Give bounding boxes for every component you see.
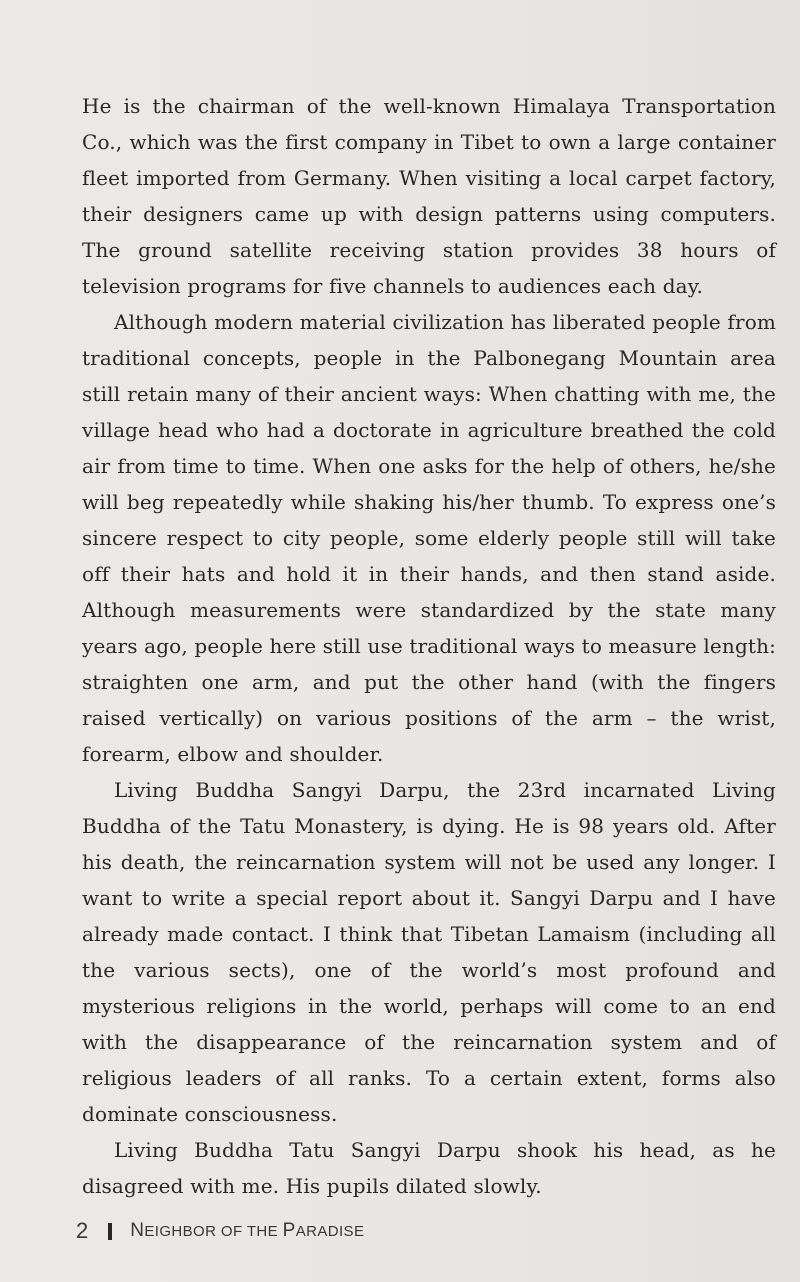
running-title: [130, 1220, 364, 1242]
running-title-rest-1: EIGHBOR: [144, 1223, 221, 1240]
running-title-rest-3: ARADISE: [295, 1223, 365, 1240]
paragraph-2: Although modern material civilization has liberated people from traditional concepts, people in the Palbonegang Mountain area still retain many of their ancient ways: When chatting with me, the village head who had a doctorate in agriculture breathed the cold air from time to time. When one asks for the help of others, he/she will beg repeatedly while shaking his/her thumb. To express one’s sincere respect to city people, some elderly people still will take off their hats and hold it in their hands, and then stand aside. Although measurements were standardized by the state many years ago, people here still use traditional ways to measure length: straighten one arm, and put the other hand (with the fingers raised vertically) on various positions of the arm – the wrist, forearm, elbow and shoulder.: [82, 310, 776, 766]
footer-separator: [108, 1223, 112, 1240]
paragraph-1: He is the chairman of the well-known Himalaya Transportation Co., which was the first company in Tibet to own a large container fleet imported from Germany. When visiting a local carpet factory, their designers came up with design patterns using computers. The ground satellite receiving station provides 38 hours of television programs for five channels to audiences each day.: [82, 94, 776, 298]
page-footer: [76, 1218, 364, 1244]
body-text: [82, 88, 776, 1204]
paragraph-4: Living Buddha Tatu Sangyi Darpu shook his head, as he disagreed with me. His pupils dilated slowly.: [82, 1138, 776, 1198]
page-number: 2: [76, 1218, 89, 1243]
running-title-cap-1: N: [130, 1220, 145, 1241]
paragraph-3: Living Buddha Sangyi Darpu, the 23rd incarnated Living Buddha of the Tatu Monastery, is dying. He is 98 years old. After his death, the reincarnation system will not be used any longer. I want to write a special report about it. Sangyi Darpu and I have already made contact. I think that Tibetan Lamaism (including all the various sects), one of the world’s most profound and mysterious religions in the world, perhaps will come to an end with the disappearance of the reincarnation system and of religious leaders of all ranks. To a certain extent, forms also dominate consciousness.: [82, 778, 776, 1126]
running-title-cap-3: P: [282, 1220, 296, 1241]
running-title-rest-2: OF THE: [220, 1223, 283, 1240]
